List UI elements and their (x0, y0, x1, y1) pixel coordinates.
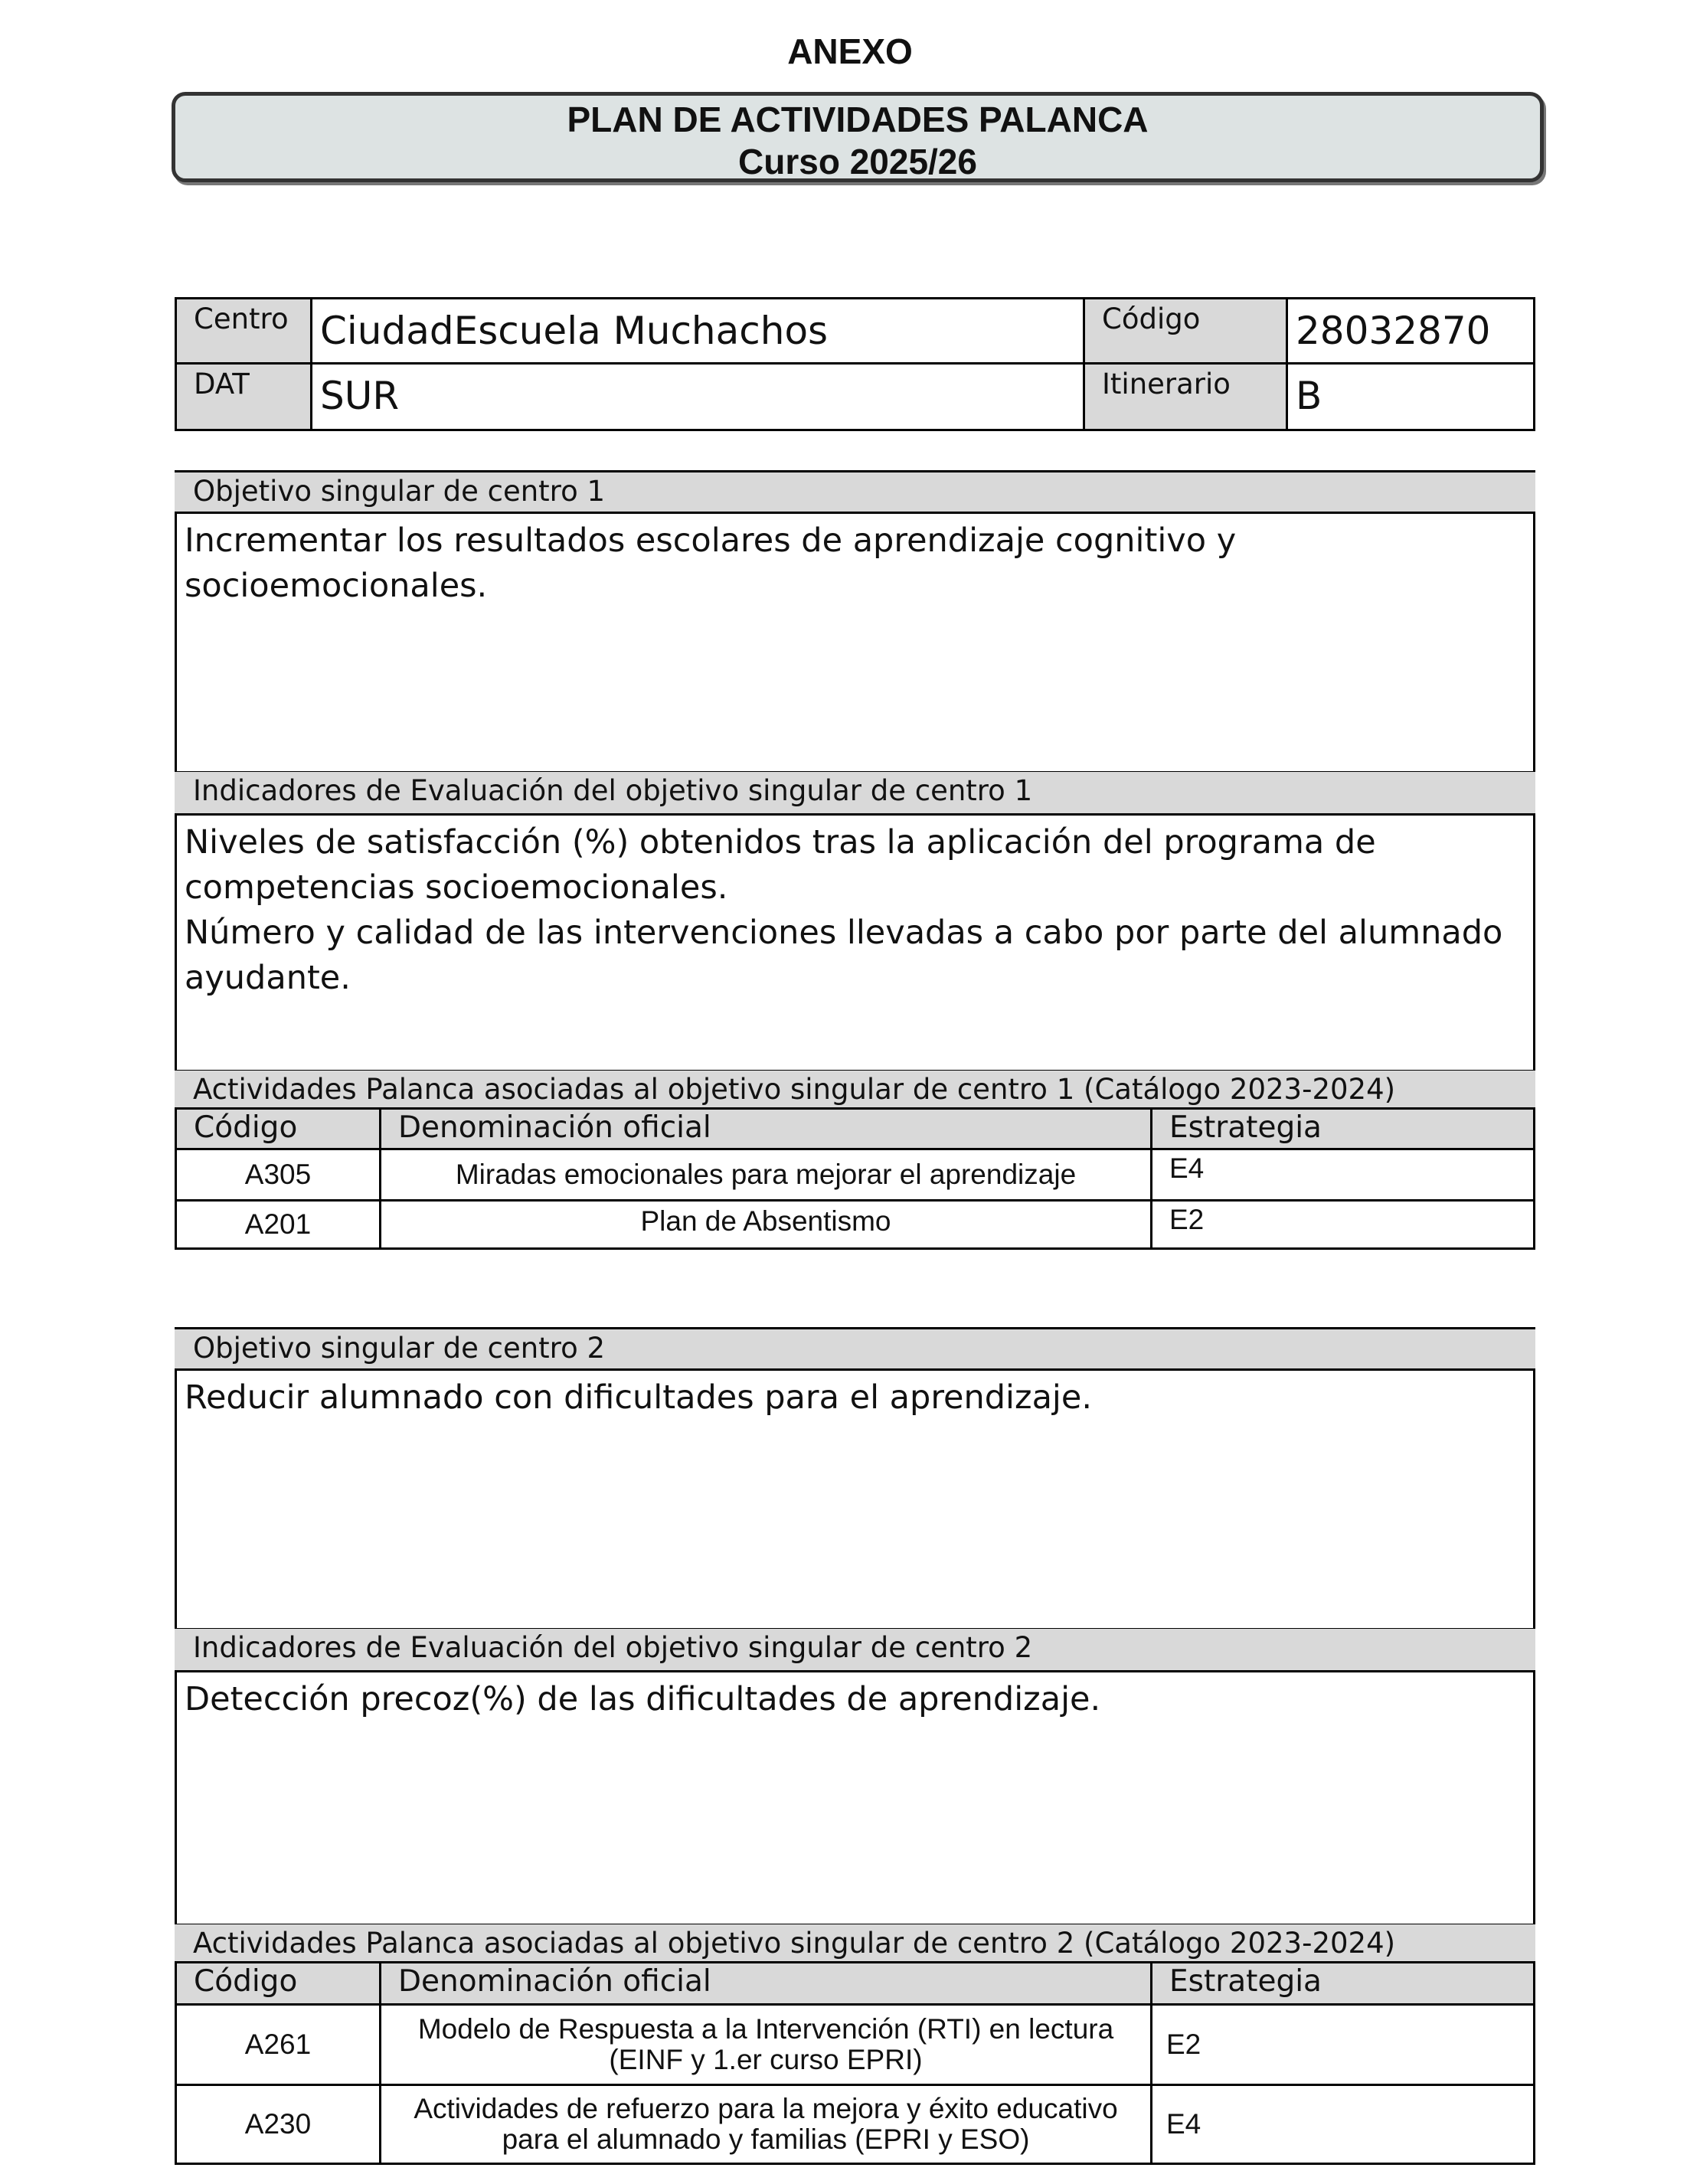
activity-name-line: para el alumnado y familias (EPRI y ESO) (502, 2124, 1030, 2155)
activity-name-line: Modelo de Respuesta a la Intervención (RTI) en lectura (417, 2013, 1114, 2045)
col-header-estrategia: Estrategia (1150, 1107, 1535, 1150)
itinerario-value: B (1286, 362, 1535, 431)
col-header-denominacion: Denominación oficial (379, 1961, 1152, 2006)
activity-code: A201 (175, 1199, 381, 1250)
centro-label: Centro (175, 297, 312, 365)
activity-code: A230 (175, 2084, 381, 2165)
codigo-value: 28032870 (1286, 297, 1535, 365)
annex-heading: ANEXO (787, 31, 913, 71)
dat-label: DAT (175, 362, 312, 431)
activity-strategy: E4 (1150, 2084, 1535, 2165)
activity-strategy: E2 (1150, 2003, 1535, 2086)
activity-strategy: E4 (1150, 1148, 1535, 1202)
indicators-text (175, 813, 1535, 1072)
activity-code: A261 (175, 2003, 381, 2086)
codigo-label: Código (1083, 297, 1288, 365)
activities-header: Actividades Palanca asociadas al objetivo singular de centro 1 (Catálogo 2023-2024) (175, 1071, 1535, 1109)
indicator-line: Número y calidad de las intervenciones llevadas a cabo por parte del alumnado ayudante. (185, 914, 1503, 997)
col-header-codigo: Código (175, 1107, 381, 1150)
plan-title-box (172, 92, 1544, 182)
activity-name: Plan de Absentismo (379, 1199, 1152, 1250)
indicator-line: Niveles de satisfacción (%) obtenidos tras la aplicación del programa de competencias socioemocionales. (185, 823, 1376, 907)
activity-name: Miradas emocionales para mejorar el aprendizaje (379, 1148, 1152, 1202)
indicators-header: Indicadores de Evaluación del objetivo singular de centro 2 (175, 1629, 1535, 1672)
centro-value: CiudadEscuela Muchachos (310, 297, 1085, 365)
indicators-text (175, 1670, 1535, 1926)
activities-header: Actividades Palanca asociadas al objetivo singular de centro 2 (Catálogo 2023-2024) (175, 1924, 1535, 1963)
itinerario-label: Itinerario (1083, 362, 1288, 431)
activity-code: A305 (175, 1148, 381, 1202)
indicators-header: Indicadores de Evaluación del objetivo singular de centro 1 (175, 772, 1535, 815)
course-year: Curso 2025/26 (738, 142, 977, 181)
activity-strategy: E2 (1150, 1199, 1535, 1250)
dat-value: SUR (310, 362, 1085, 431)
objective-text: Reducir alumnado con dificultades para el aprendizaje. (175, 1368, 1535, 1630)
objective-text: Incrementar los resultados escolares de aprendizaje cognitivo y socioemocionales. (175, 512, 1535, 773)
col-header-estrategia: Estrategia (1150, 1961, 1535, 2006)
activity-name (379, 2003, 1152, 2086)
activity-name (379, 2084, 1152, 2165)
col-header-denominacion: Denominación oficial (379, 1107, 1152, 1150)
objective-header: Objetivo singular de centro 2 (175, 1327, 1535, 1370)
activity-name-line: Actividades de refuerzo para la mejora y éxito educativo (414, 2093, 1118, 2124)
activity-name-line: (EINF y 1.er curso EPRI) (609, 2044, 923, 2075)
objective-header: Objetivo singular de centro 1 (175, 470, 1535, 513)
indicator-line: Detección precoz(%) de las dificultades de aprendizaje. (185, 1680, 1101, 1718)
col-header-codigo: Código (175, 1961, 381, 2006)
plan-title: PLAN DE ACTIVIDADES PALANCA (567, 100, 1149, 139)
